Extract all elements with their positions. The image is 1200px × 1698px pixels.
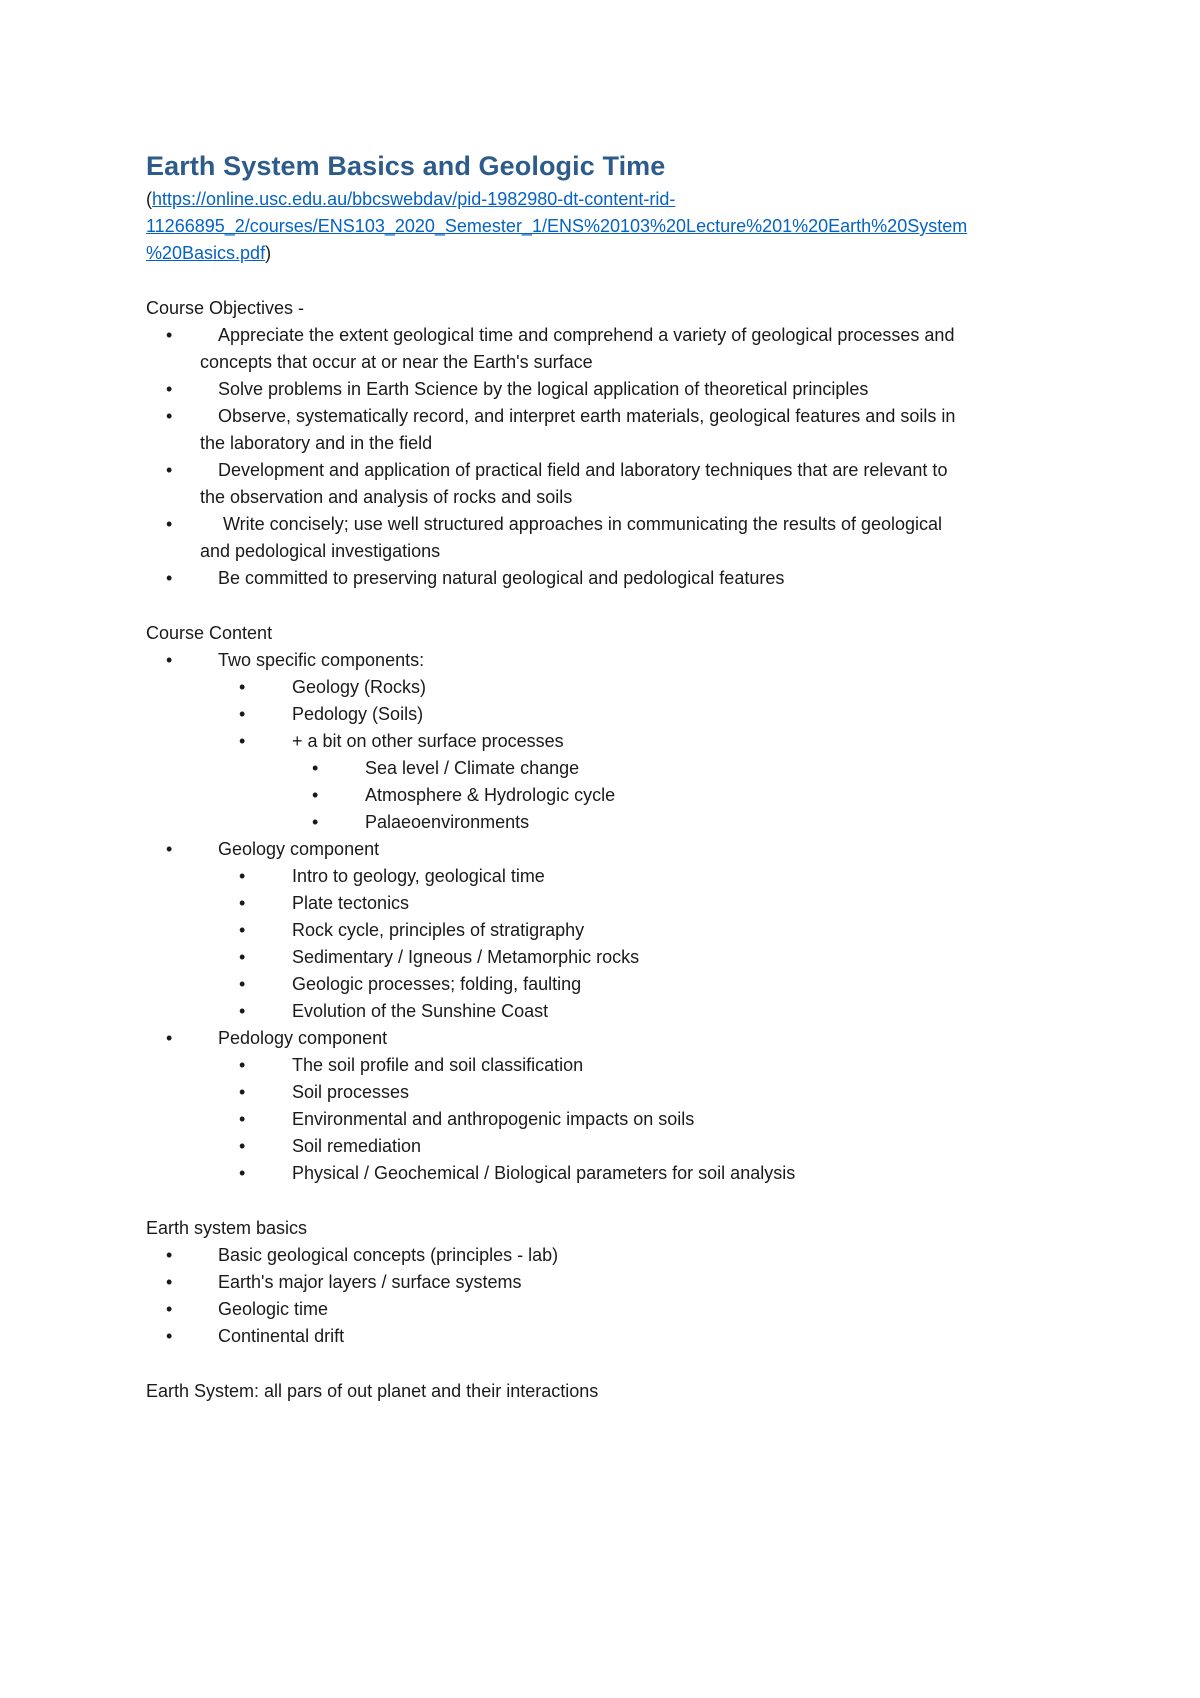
basics-text: Basic geological concepts (principles - lab) (218, 1245, 559, 1265)
list-item (146, 1323, 1076, 1350)
bullet-icon: • (166, 1326, 173, 1346)
list-item (146, 647, 1076, 836)
component-text: Pedology (Soils) (292, 704, 424, 724)
list-item (146, 1296, 1076, 1323)
bullet-icon: • (312, 785, 319, 805)
pedology-topic: Physical / Geochemical / Biological parameters for soil analysis (292, 1163, 796, 1183)
objective-text: Write concisely; use well structured approaches in communicating the results of geological (218, 514, 943, 534)
content-list (146, 647, 1076, 1187)
list-item (146, 1025, 1076, 1187)
list-item (146, 863, 1076, 890)
objective-text-cont: concepts that occur at or near the Earth's surface (200, 352, 593, 372)
list-item (146, 1269, 1076, 1296)
objective-text-cont: the laboratory and in the field (200, 433, 433, 453)
components-label: Two specific components: (218, 650, 425, 670)
source-link-line3[interactable]: %20Basics.pdf (146, 243, 266, 263)
list-item (146, 728, 1076, 836)
geology-topic: Plate tectonics (292, 893, 410, 913)
component-text: Geology (Rocks) (292, 677, 427, 697)
surface-processes-list (292, 755, 1076, 836)
list-item (146, 890, 1076, 917)
bullet-icon: • (166, 1028, 173, 1048)
list-item (146, 322, 1076, 376)
objectives-heading: Course Objectives - (146, 298, 305, 318)
bullet-icon: • (166, 839, 173, 859)
bullet-icon: • (239, 1001, 246, 1021)
pedology-topic: The soil profile and soil classification (292, 1055, 584, 1075)
list-item (146, 1106, 1076, 1133)
bullet-icon: • (166, 568, 173, 588)
geology-label: Geology component (218, 839, 380, 859)
geology-list (218, 863, 1076, 1025)
objective-text-cont: the observation and analysis of rocks and soils (200, 487, 573, 507)
source-link-line2[interactable]: 11266895_2/courses/ENS103_2020_Semester_1/ENS%20103%20Lecture%201%20Earth%20System (146, 216, 968, 236)
basics-text: Continental drift (218, 1326, 345, 1346)
pedology-topic: Soil remediation (292, 1136, 422, 1156)
document-title: Earth System Basics and Geologic Time (146, 151, 666, 181)
component-text: + a bit on other surface processes (292, 731, 564, 751)
objectives-list (146, 322, 1076, 592)
source-link-line1[interactable]: https://online.usc.edu.au/bbcswebdav/pid-1982980-dt-content-rid- (152, 189, 676, 209)
bullet-icon: • (166, 460, 173, 480)
list-item (146, 701, 1076, 728)
list-item (146, 674, 1076, 701)
list-item (146, 511, 1076, 565)
bullet-icon: • (166, 514, 173, 534)
sub-component-text: Sea level / Climate change (365, 758, 580, 778)
list-item (146, 376, 1076, 403)
list-item (146, 971, 1076, 998)
document-page (146, 148, 1076, 1405)
objective-text: Development and application of practical field and laboratory techniques that are relevant to (218, 460, 948, 480)
objective-text-cont: and pedological investigations (200, 541, 441, 561)
earth-system-definition: Earth System: all pars of out planet and their interactions (146, 1381, 599, 1401)
list-item (146, 836, 1076, 1025)
bullet-icon: • (239, 947, 246, 967)
bullet-icon: • (166, 1299, 173, 1319)
pedology-topic: Environmental and anthropogenic impacts on soils (292, 1109, 695, 1129)
bullet-icon: • (166, 379, 173, 399)
geology-topic: Geologic processes; folding, faulting (292, 974, 582, 994)
bullet-icon: • (166, 1245, 173, 1265)
bullet-icon: • (239, 866, 246, 886)
basics-heading: Earth system basics (146, 1218, 308, 1238)
list-item (146, 782, 1076, 809)
objective-text: Be committed to preserving natural geological and pedological features (218, 568, 785, 588)
link-close-paren: ) (265, 243, 272, 263)
bullet-icon: • (239, 1136, 246, 1156)
list-item (146, 755, 1076, 782)
basics-text: Geologic time (218, 1299, 329, 1319)
basics-list (146, 1242, 1076, 1350)
pedology-topic: Soil processes (292, 1082, 410, 1102)
bullet-icon: • (239, 731, 246, 751)
list-item (146, 1160, 1076, 1187)
objective-text: Appreciate the extent geological time and comprehend a variety of geological processes and (218, 325, 955, 345)
geology-topic: Rock cycle, principles of stratigraphy (292, 920, 585, 940)
sub-component-text: Palaeoenvironments (365, 812, 530, 832)
list-item (146, 809, 1076, 836)
sub-component-text: Atmosphere & Hydrologic cycle (365, 785, 616, 805)
bullet-icon: • (239, 1163, 246, 1183)
list-item (146, 944, 1076, 971)
bullet-icon: • (239, 1109, 246, 1129)
objective-text: Observe, systematically record, and interpret earth materials, geological features and soils in (218, 406, 956, 426)
bullet-icon: • (166, 1272, 173, 1292)
objective-text: Solve problems in Earth Science by the logical application of theoretical principles (218, 379, 869, 399)
geology-topic: Evolution of the Sunshine Coast (292, 1001, 549, 1021)
basics-text: Earth's major layers / surface systems (218, 1272, 522, 1292)
list-item (146, 998, 1076, 1025)
bullet-icon: • (239, 677, 246, 697)
list-item (146, 917, 1076, 944)
bullet-icon: • (166, 325, 173, 345)
pedology-list (218, 1052, 1076, 1187)
bullet-icon: • (166, 406, 173, 426)
components-list (218, 674, 1076, 836)
list-item (146, 565, 1076, 592)
bullet-icon: • (239, 704, 246, 724)
bullet-icon: • (239, 1082, 246, 1102)
bullet-icon: • (239, 974, 246, 994)
list-item (146, 1079, 1076, 1106)
geology-topic: Intro to geology, geological time (292, 866, 545, 886)
bullet-icon: • (239, 1055, 246, 1075)
bullet-icon: • (166, 650, 173, 670)
list-item (146, 1052, 1076, 1079)
list-item (146, 403, 1076, 457)
content-heading: Course Content (146, 623, 273, 643)
bullet-icon: • (312, 758, 319, 778)
bullet-icon: • (312, 812, 319, 832)
list-item (146, 1133, 1076, 1160)
link-open-paren: ( (146, 189, 152, 209)
geology-topic: Sedimentary / Igneous / Metamorphic rocks (292, 947, 640, 967)
pedology-label: Pedology component (218, 1028, 388, 1048)
list-item (146, 457, 1076, 511)
bullet-icon: • (239, 893, 246, 913)
bullet-icon: • (239, 920, 246, 940)
list-item (146, 1242, 1076, 1269)
source-link-block (146, 186, 1076, 267)
